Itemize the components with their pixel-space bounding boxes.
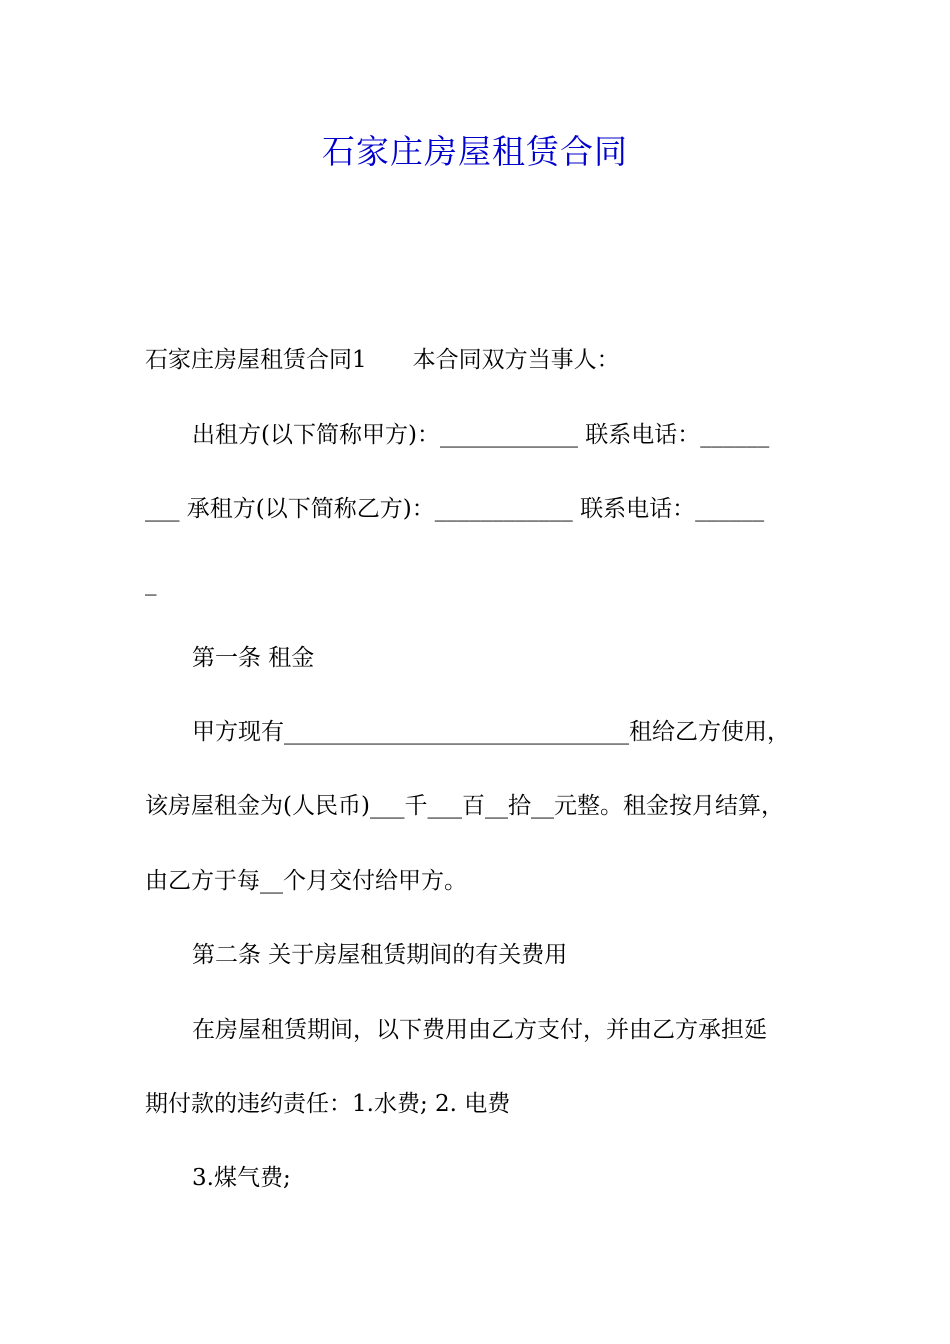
- article-1-heading: 第一条 租金: [192, 645, 315, 671]
- article-2-text-line-3: 3.煤气费;: [192, 1165, 291, 1191]
- lessee-line: ___ 承租方(以下简称乙方)：____________ 联系电话：______: [145, 496, 765, 522]
- article-2-heading: 第二条 关于房屋租赁期间的有关费用: [192, 942, 568, 968]
- article-2-text-line-1: 在房屋租赁期间，以下费用由乙方支付，并由乙方承担延: [192, 1017, 767, 1043]
- article-1-text-line-2: 该房屋租金为(人民币)___千___百__拾__元整。租金按月结算，: [145, 793, 784, 819]
- article-1-text-line-3: 由乙方于每__个月交付给甲方。: [145, 868, 467, 894]
- phone-continuation-line: _: [145, 570, 157, 596]
- lessor-line: 出租方(以下简称甲方)：____________ 联系电话：______: [192, 422, 770, 448]
- article-1-text-line-1: 甲方现有______________________________租给乙方使用，: [192, 719, 790, 745]
- contract-intro-line: 石家庄房屋租赁合同1 本合同双方当事人：: [145, 347, 620, 373]
- document-title: 石家庄房屋租赁合同: [322, 132, 628, 171]
- article-2-text-line-2: 期付款的违约责任：1.水费; 2. 电费: [145, 1091, 511, 1117]
